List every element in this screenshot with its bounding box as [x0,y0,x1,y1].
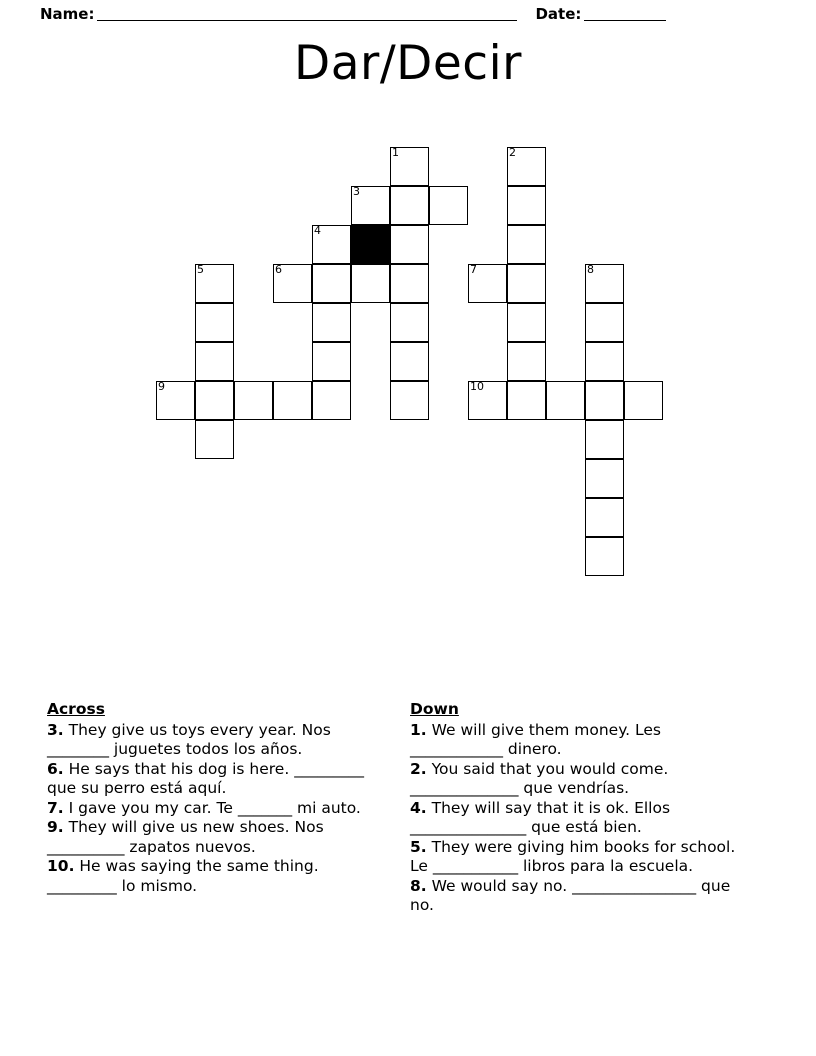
cell-number: 5 [197,263,204,276]
crossword-cell[interactable] [429,186,468,225]
crossword-cell[interactable] [507,147,546,186]
clues-section [0,700,816,1000]
crossword-cell[interactable] [585,303,624,342]
crossword-cell[interactable] [195,303,234,342]
crossword-block-cell [351,225,390,264]
clue-item [410,721,748,760]
cell-number: 3 [353,185,360,198]
clue-text: He was saying the same thing. _________ lo mismo. [47,857,319,895]
crossword-cell[interactable] [234,381,273,420]
crossword-cell[interactable] [312,342,351,381]
clue-item [47,818,377,857]
crossword-cell[interactable] [312,381,351,420]
down-heading: Down [410,700,459,718]
crossword-cell[interactable] [195,264,234,303]
clue-item [410,760,748,799]
crossword-cell[interactable] [273,264,312,303]
crossword-cell[interactable] [585,420,624,459]
crossword-cell[interactable] [507,303,546,342]
crossword-cell[interactable] [507,225,546,264]
page-title: Dar/Decir [294,36,522,91]
crossword-cell[interactable] [585,381,624,420]
across-clues-column [47,700,377,896]
crossword-cell[interactable] [624,381,663,420]
crossword-cell[interactable] [390,381,429,420]
crossword-cell[interactable] [390,225,429,264]
clue-text: We would say no. ________________ que no. [410,876,731,915]
crossword-cell[interactable] [195,342,234,381]
crossword-cell[interactable] [156,381,195,420]
clue-item [410,838,748,877]
crossword-cell[interactable] [390,303,429,342]
clue-text: They were giving him books for school. Le ___________ libros para la escuela. [410,837,736,876]
crossword-cell[interactable] [468,264,507,303]
clue-item [47,799,377,819]
clue-text: They will say that it is ok. Ellos _______________ que está bien. [410,798,671,837]
crossword-cell[interactable] [390,264,429,303]
date-label: Date: [535,5,582,23]
clue-item [47,857,377,896]
crossword-cell[interactable] [507,342,546,381]
crossword-cell[interactable] [585,264,624,303]
clue-number: 5. [410,837,427,856]
clue-text: I gave you my car. Te _______ mi auto. [63,798,361,817]
crossword-cell[interactable] [351,264,390,303]
crossword-cell[interactable] [390,186,429,225]
crossword-cell[interactable] [312,264,351,303]
cell-number: 2 [509,146,516,159]
clue-item [410,877,748,916]
clue-item [410,799,748,838]
crossword-cell[interactable] [312,225,351,264]
crossword-cell[interactable] [390,342,429,381]
crossword-cell[interactable] [585,459,624,498]
clue-text: We will give them money. Les ____________ dinero. [410,720,661,759]
cell-number: 7 [470,263,477,276]
cell-number: 9 [158,380,165,393]
clue-number: 2. [410,759,427,778]
clue-number: 7. [47,798,64,817]
clue-text: They will give us new shoes. Nos __________ zapatos nuevos. [47,818,324,856]
clue-number: 1. [410,720,427,739]
clue-number: 3. [47,720,64,739]
cell-number: 1 [392,146,399,159]
across-heading: Across [47,700,105,718]
crossword-cell[interactable] [273,381,312,420]
cell-number: 4 [314,224,321,237]
crossword-cell[interactable] [195,420,234,459]
crossword-cell[interactable] [585,537,624,576]
cell-number: 6 [275,263,282,276]
crossword-cell[interactable] [195,381,234,420]
clue-number: 9. [47,818,64,837]
crossword-cell[interactable] [507,186,546,225]
crossword-cell[interactable] [546,381,585,420]
crossword-cell[interactable] [585,342,624,381]
clue-item [47,760,377,799]
crossword-cell[interactable] [468,381,507,420]
cell-number: 8 [587,263,594,276]
clue-text: They give us toys every year. Nos ________ juguetes todos los años. [47,720,331,759]
cell-number: 10 [470,380,484,393]
crossword-cell[interactable] [507,381,546,420]
clue-number: 8. [410,876,427,895]
clue-text: You said that you would come. ______________ que vendrías. [410,759,669,798]
name-label: Name: [40,5,95,23]
crossword-cell[interactable] [507,264,546,303]
clue-text: He says that his dog is here. _________ que su perro está aquí. [47,759,364,798]
down-clues-column [410,700,748,916]
across-clue-list [47,721,377,897]
crossword-cell[interactable] [312,303,351,342]
crossword-cell[interactable] [390,147,429,186]
clue-number: 6. [47,759,64,778]
down-clue-list [410,721,748,916]
clue-item [47,721,377,760]
clue-number: 10. [47,857,75,876]
crossword-cell[interactable] [351,186,390,225]
crossword-cell[interactable] [585,498,624,537]
clue-number: 4. [410,798,427,817]
